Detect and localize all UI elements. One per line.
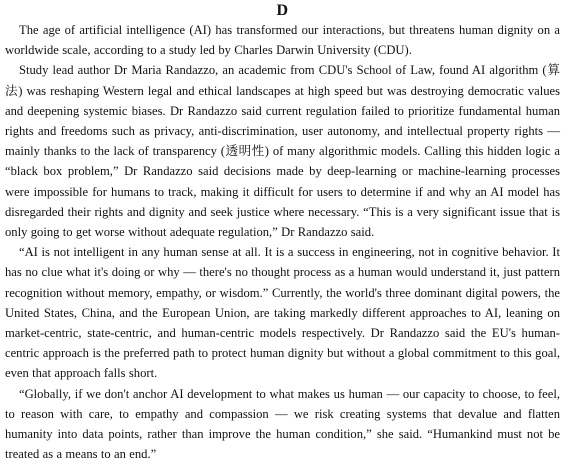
passage-title: D xyxy=(276,2,289,19)
paragraph-3: “AI is not intelligent in any human sense at all. It is a success in engineering, not in cognitive behavior. It has no clue what it's doing or why — there's no thought process as a human would understand it, just pattern recognition without memory, empathy, or wisdom.” Currently, the world's three dominant digital powers, the United States, China, and the European Union, are taking markedly different approaches to AI, leaning on market-centric, state-centric, and human-centric models respectively. Dr Randazzo said the EU's human-centric approach is the preferred path to protect human dignity but without a global commitment to this goal, even that approach falls short. xyxy=(5,245,560,381)
document-page xyxy=(5,2,560,462)
paragraph-1: The age of artificial intelligence (AI) has transformed our interactions, but threatens human dignity on a worldwide scale, according to a study led by Charles Darwin University (CDU). xyxy=(5,23,560,58)
paragraph-2: Study lead author Dr Maria Randazzo, an academic from CDU's School of Law, found AI algorithm (算法) was reshaping Western legal and ethical landscapes at high speed but was destroying democratic values and deepening systemic biases. Dr Randazzo said current regulation failed to prioritize fundamental human rights and freedoms such as privacy, anti-discrimination, user autonomy, and intellectual property rights — mainly thanks to the lack of transparency (透明性) of many algorithmic models. Calling this hidden logic a “black box problem,” Dr Randazzo said decisions made by deep-learning or machine-learning processes were impossible for humans to track, making it difficult for users to determine if and why an AI model has disregarded their rights and dignity and seek justice where necessary. “This is a very significant issue that is only going to get worse without adequate regulation,” Dr Randazzo said. xyxy=(5,63,560,240)
paragraph-4: “Globally, if we don't anchor AI development to what makes us human — our capacity to choose, to feel, to reason with care, to empathy and compassion — we risk creating systems that devalue and flatten humanity into data points, rather than improve the human condition,” she said. “Humankind must not be treated as a means to an end.” xyxy=(5,386,560,462)
